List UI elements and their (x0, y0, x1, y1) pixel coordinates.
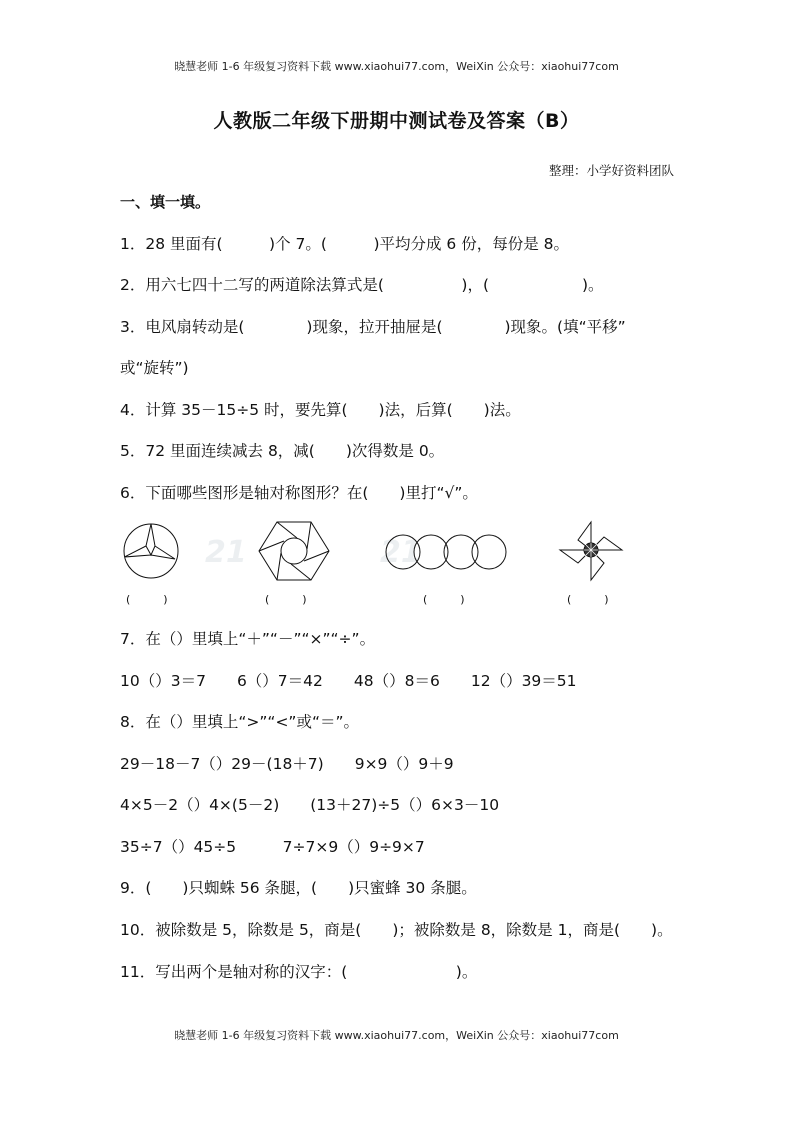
question-4: 4．计算 35－15÷5 时，要先算( )法，后算( )法。 (120, 401, 521, 419)
question-7-equations: 10（）3＝7 6（）7＝42 48（）8＝6 12（）39＝51 (120, 672, 577, 690)
circle-propeller-figure (122, 522, 180, 580)
hexagon-figure (257, 520, 331, 582)
question-8-row-2: 4×5－2（）4×(5－2) (13＋27)÷5（）6×3－10 (120, 796, 500, 814)
question-6: 6．下面哪些图形是轴对称图形？在( )里打“√”。 (120, 484, 478, 502)
question-7: 7．在（）里填上“＋”“－”“×”“÷”。 (120, 630, 376, 648)
question-8-row-3: 35÷7（）45÷5 7÷7×9（）9÷9×7 (120, 838, 425, 856)
figure-3-answer-paren: ( ) (423, 593, 465, 606)
author-line: 整理：小学好资料团队 (548, 163, 674, 178)
figure-1-answer-paren: ( ) (126, 593, 168, 606)
question-9: 9．( )只蜘蛛 56 条腿，( )只蜜蜂 30 条腿。 (120, 879, 477, 897)
page-header: 晓慧老师 1-6 年级复习资料下载 www.xiaohui77.com，WeiXin 公众号：xiaohui77com (174, 60, 619, 73)
svg-text:21: 21 (205, 535, 247, 570)
question-11: 11．写出两个是轴对称的汉字：( )。 (120, 963, 478, 981)
question-2: 2．用六七四十二写的两道除法算式是( )，( )。 (120, 276, 604, 294)
question-3: 3．电风扇转动是( )现象，拉开抽屉是( )现象。(填“平移” (120, 318, 626, 336)
figure-4-answer-paren: ( ) (567, 593, 609, 606)
question-5: 5．72 里面连续减去 8，减( )次得数是 0。 (120, 442, 445, 460)
question-1: 1．28 里面有( )个 7。( )平均分成 6 份，每份是 8。 (120, 235, 569, 253)
page-footer: 晓慧老师 1-6 年级复习资料下载 www.xiaohui77.com，WeiXin 公众号：xiaohui77com (174, 1029, 619, 1042)
four-circles-figure (384, 533, 508, 571)
question-8: 8．在（）里填上“>”“<”或“＝”。 (120, 713, 360, 731)
pinwheel-figure (558, 520, 624, 582)
question-3-continued: 或“旋转”) (120, 359, 189, 377)
question-8-row-1: 29－18－7（）29－(18＋7) 9×9（）9＋9 (120, 755, 454, 773)
section-heading: 一、填一填。 (120, 193, 211, 211)
question-10: 10．被除数是 5，除数是 5，商是( )；被除数是 8，除数是 1，商是( )。 (120, 921, 673, 939)
page-title: 人教版二年级下册期中测试卷及答案（B） (213, 110, 580, 132)
svg-text:21: 21 (380, 535, 422, 570)
figure-2-answer-paren: ( ) (265, 593, 307, 606)
